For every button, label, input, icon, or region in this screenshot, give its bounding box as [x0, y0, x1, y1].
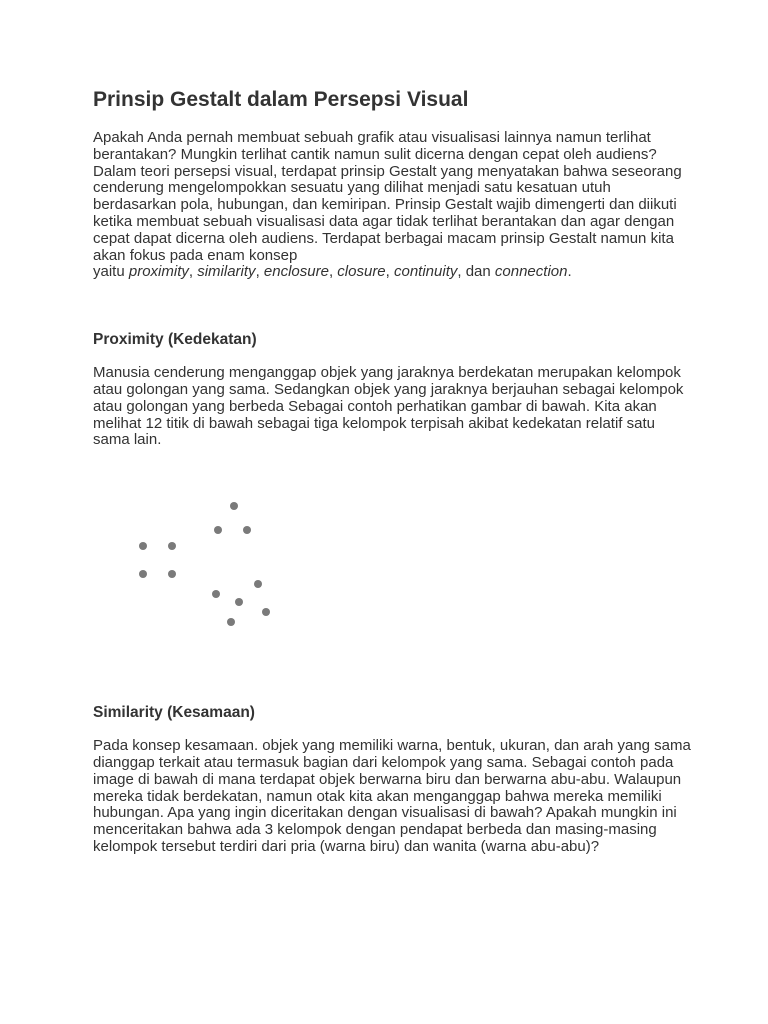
concept-continuity: continuity: [394, 263, 458, 281]
proximity-heading: Proximity (Kedekatan): [93, 331, 257, 349]
intro-lead: yaitu: [93, 263, 129, 281]
dot: [168, 542, 176, 550]
dot: [262, 608, 270, 616]
concept-enclosure: enclosure: [263, 263, 329, 281]
dot: [168, 570, 176, 578]
dot: [139, 570, 147, 578]
dot: [139, 542, 147, 550]
dot: [235, 598, 243, 606]
dot: [243, 526, 251, 534]
similarity-paragraph: Pada konsep kesamaan. objek yang memiliki warna, bentuk, ukuran, dan arah yang sama dianggap terkait atau termasuk bagian dari kelompok yang sama. Sebagai contoh pada image di bawah di mana terdapat objek berwarna biru dan berwarna abu-abu. Walaupun mereka tidak berdekatan, namun otak kita akan menganggap bahwa mereka memiliki hubungan. Apa yang ingin diceritakan dengan visualisasi di bawah? Apakah mungkin ini menceritakan bahwa ada 3 kelompok dengan pendapat berbeda dan masing-masing kelompok tersebut terdiri dari pria (warna biru) dan wanita (warna abu-abu)?: [93, 737, 691, 855]
proximity-dots: [93, 449, 693, 689]
proximity-paragraph: Manusia cenderung menganggap objek yang jaraknya berdekatan merupakan kelompok atau golongan yang sama. Sedangkan objek yang jaraknya berjauhan sebagai kelompok atau golongan yang berbeda Sebagai contoh perhatikan gambar di bawah. Kita akan melihat 12 titik di bawah sebagai tiga kelompok terpisah akibat kedekatan relatif satu sama lain.: [93, 364, 684, 449]
page-title: Prinsip Gestalt dalam Persepsi Visual: [93, 88, 469, 111]
similarity-heading: Similarity (Kesamaan): [93, 704, 255, 722]
concept-closure: closure: [337, 263, 386, 281]
dot: [227, 618, 235, 626]
article: [93, 86, 693, 856]
concept-connection: connection: [494, 263, 568, 281]
intro-paragraph: Apakah Anda pernah membuat sebuah grafik atau visualisasi lainnya namun terlihat berantakan? Mungkin terlihat cantik namun sulit dicerna dengan cepat oleh audiens? Dalam teori persepsi visual, terdapat prinsip Gestalt yang menyatakan bahwa seseorang cenderung mengelompokkan sesuatu yang dilihat menjadi satu kesatuan utuh berdasarkan pola, hubungan, dan kemiripan. Prinsip Gestalt wajib dimengerti dan diikuti ketika membuat sebuah visualisasi data agar tidak terlihat berantakan dan agar dengan cepat dapat dicerna oleh audiens. Terdapat berbagai macam prinsip Gestalt namun kita akan fokus pada enam konsep yaitu proximity, similarity, enclosure, closure, continuity, dan connection.: [93, 129, 682, 281]
concept-similarity: similarity: [197, 263, 256, 281]
intro-text: Apakah Anda pernah membuat sebuah grafik atau visualisasi lainnya namun terlihat berantakan? Mungkin terlihat cantik namun sulit dicerna dengan cepat oleh audiens? Dalam teori persepsi visual, terdapat prinsip Gestalt yang menyatakan bahwa seseorang cenderung mengelompokkan sesuatu yang dilihat menjadi satu kesatuan utuh berdasarkan pola, hubungan, dan kemiripan. Prinsip Gestalt wajib dimengerti dan diikuti ketika membuat sebuah visualisasi data agar tidak terlihat berantakan dan agar dengan cepat dapat dicerna oleh audiens. Terdapat berbagai macam prinsip Gestalt namun kita akan fokus pada enam konsep: [93, 129, 682, 264]
dot: [212, 590, 220, 598]
dot: [214, 526, 222, 534]
dot: [254, 580, 262, 588]
dot: [230, 502, 238, 510]
proximity-figure: [93, 449, 693, 689]
concept-proximity: proximity: [128, 263, 189, 281]
